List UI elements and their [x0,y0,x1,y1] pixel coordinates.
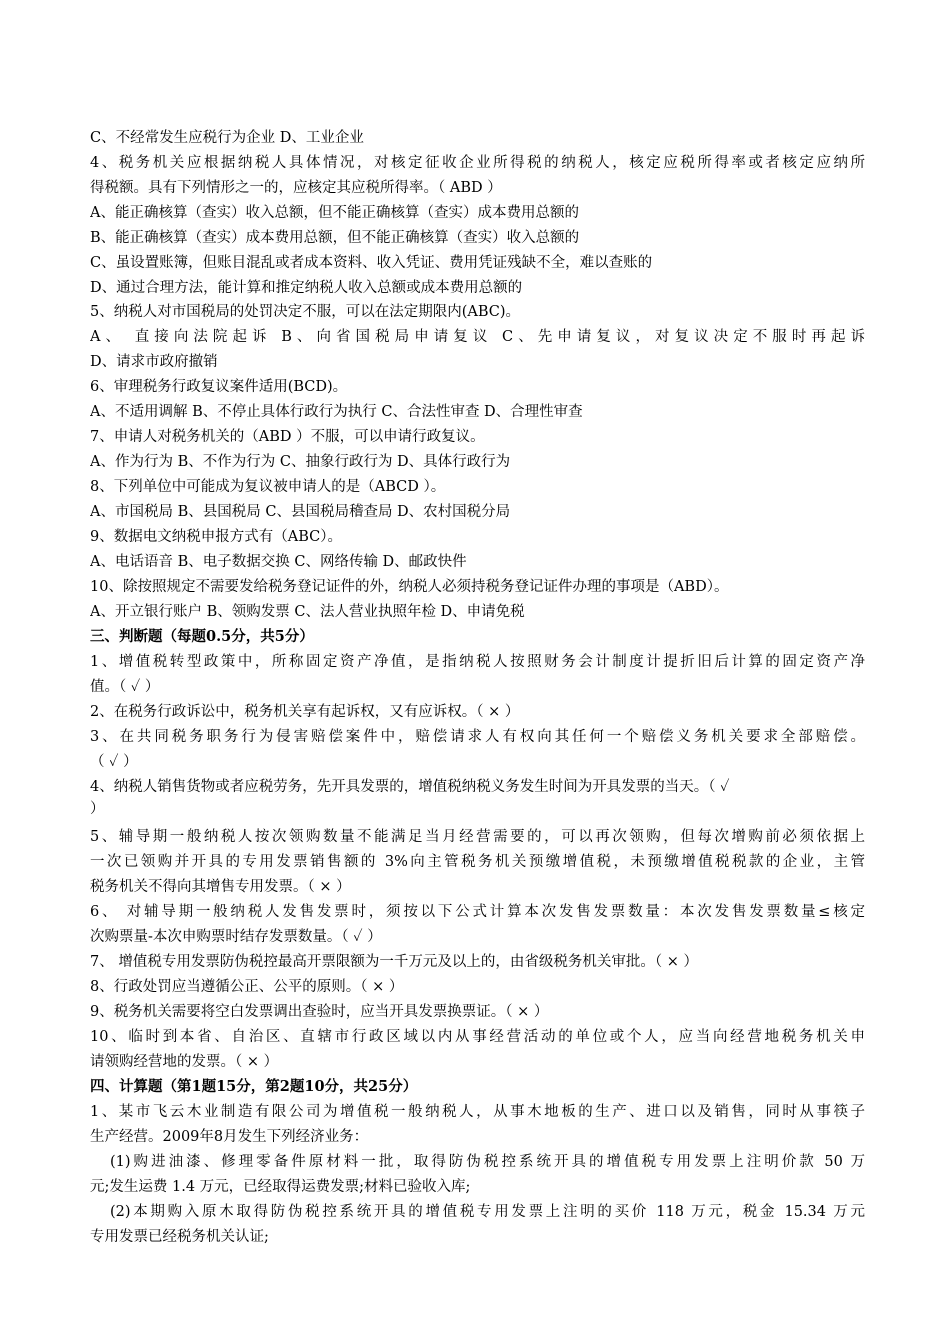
question-3-options-cd: C、不经常发生应税行为企业 D、工业企业 [90,130,364,146]
judgment-9-text: 9、税务机关需要将空白发票调出查验时，应当开具发票换票证。（ × ） [90,1004,549,1020]
judgment-1-text-cont: 值。（ ✓ ） [90,679,160,695]
judgment-6-text-cont: 次购票量-本次申购票时结存发票数量。（ ✓ ） [90,929,382,945]
question-4-option-d: D、通过合理方法，能计算和推定纳税人收入总额或成本费用总额的 [90,280,523,296]
question-7-text: 7、申请人对税务机关的（ABD ）不服，可以申请行政复议。 [90,429,485,445]
question-5-options-abc: A、 直接向法院起诉 B、向省国税局申请复议 C、先申请复议，对复议决定不服时再起诉 [90,329,865,345]
question-4-option-a: A、能正确核算（查实）收入总额，但不能正确核算（查实）成本费用总额的 [90,205,579,221]
question-9-text: 9、数据电文纳税申报方式有（ABC）。 [90,529,342,545]
calc-1-item-2: (2)本期购入原木取得防伪税控系统开具的增值税专用发票上注明的买价 118 万元，税金 15.34 万元 [110,1204,865,1220]
section-3-heading: 三、判断题（每题0.5分，共5分） [90,628,314,645]
question-5-text: 5、纳税人对市国税局的处罚决定不服，可以在法定期限内(ABC)。 [90,304,521,320]
calc-1-item-1-cont: 元;发生运费 1.4 万元，已经取得运费发票;材料已验收入库; [90,1179,471,1195]
judgment-5-text-cont-2: 税务机关不得向其增售专用发票。（ × ） [90,879,351,895]
judgment-4-text: 4、纳税人销售货物或者应税劳务，先开具发票的，增值税纳税义务发生时间为开具发票的当天。（ ✓ [90,779,730,795]
judgment-3-text-cont: （ ✓ ） [90,754,138,770]
question-6-options: A、不适用调解 B、不停止具体行政行为执行 C、合法性审查 D、合理性审查 [90,404,583,420]
calc-1-item-1: (1)购进油漆、修理零备件原材料一批，取得防伪税控系统开具的增值税专用发票上注明价款 50 万 [110,1154,865,1170]
judgment-7-text: 7、 增值税专用发票防伪税控最高开票限额为一千万元及以上的，由省级税务机关审批。（ × ） [90,954,698,970]
question-5-option-d: D、请求市政府撤销 [90,354,218,370]
judgment-6-text: 6、 对辅导期一般纳税人发售发票时，须按以下公式计算本次发售发票数量：本次发售发票数量≤核定 [90,904,865,920]
judgment-4-text-cont: ） [90,801,105,817]
judgment-10-text: 10、临时到本省、自治区、直辖市行政区域以内从事经营活动的单位或个人，应当向经营地税务机关申 [90,1029,865,1045]
question-9-options: A、电话语音 B、电子数据交换 C、网络传输 D、邮政快件 [90,554,467,570]
judgment-5-text: 5、辅导期一般纳税人按次领购数量不能满足当月经营需要的，可以再次领购，但每次增购前必须依据上 [90,829,865,845]
calc-1-intro: 1、某市飞云木业制造有限公司为增值税一般纳税人，从事木地板的生产、进口以及销售，同时从事筷子 [90,1104,865,1120]
judgment-5-text-cont-1: 一次已领购并开具的专用发票销售额的 3%向主管税务机关预缴增值税，未预缴增值税税款的企业，主管 [90,854,865,870]
judgment-3-text: 3、在共同税务职务行为侵害赔偿案件中，赔偿请求人有权向其任何一个赔偿义务机关要求全部赔偿。 [90,729,865,745]
question-4-option-c: C、虽设置账簿，但账目混乱或者成本资料、收入凭证、费用凭证残缺不全，难以查账的 [90,255,653,271]
judgment-1-text: 1、增值税转型政策中，所称固定资产净值，是指纳税人按照财务会计制度计提折旧后计算的固定资产净 [90,654,865,670]
question-8-text: 8、下列单位中可能成为复议被申请人的是（ABCD ）。 [90,479,446,495]
question-4-text-cont: 得税额。具有下列情形之一的，应核定其应税所得率。（ ABD ） [90,180,502,196]
calc-1-item-2-cont: 专用发票已经税务机关认证; [90,1229,269,1245]
judgment-10-text-cont: 请领购经营地的发票。（ × ） [90,1054,279,1070]
calc-1-intro-cont: 生产经营。2009年8月发生下列经济业务： [90,1129,369,1145]
judgment-8-text: 8、行政处罚应当遵循公正、公平的原则。（ × ） [90,979,404,995]
question-8-options: A、市国税局 B、县国税局 C、县国税局稽查局 D、农村国税分局 [90,504,511,520]
question-4-option-b: B、能正确核算（查实）成本费用总额，但不能正确核算（查实）收入总额的 [90,230,580,246]
question-10-options: A、开立银行账户 B、领购发票 C、法人营业执照年检 D、申请免税 [90,604,525,620]
question-6-text: 6、审理税务行政复议案件适用(BCD)。 [90,379,348,395]
judgment-2-text: 2、在税务行政诉讼中，税务机关享有起诉权，又有应诉权。（ × ） [90,704,520,720]
question-4-text: 4、税务机关应根据纳税人具体情况，对核定征收企业所得税的纳税人，核定应税所得率或者核定应纳所 [90,155,865,171]
question-7-options: A、作为行为 B、不作为行为 C、抽象行政行为 D、具体行政行为 [90,454,511,470]
question-10-text: 10、除按照规定不需要发给税务登记证件的外，纳税人必须持税务登记证件办理的事项是（ABD）。 [90,579,729,595]
section-4-heading: 四、计算题（第1题15分，第2题10分，共25分） [90,1078,418,1095]
